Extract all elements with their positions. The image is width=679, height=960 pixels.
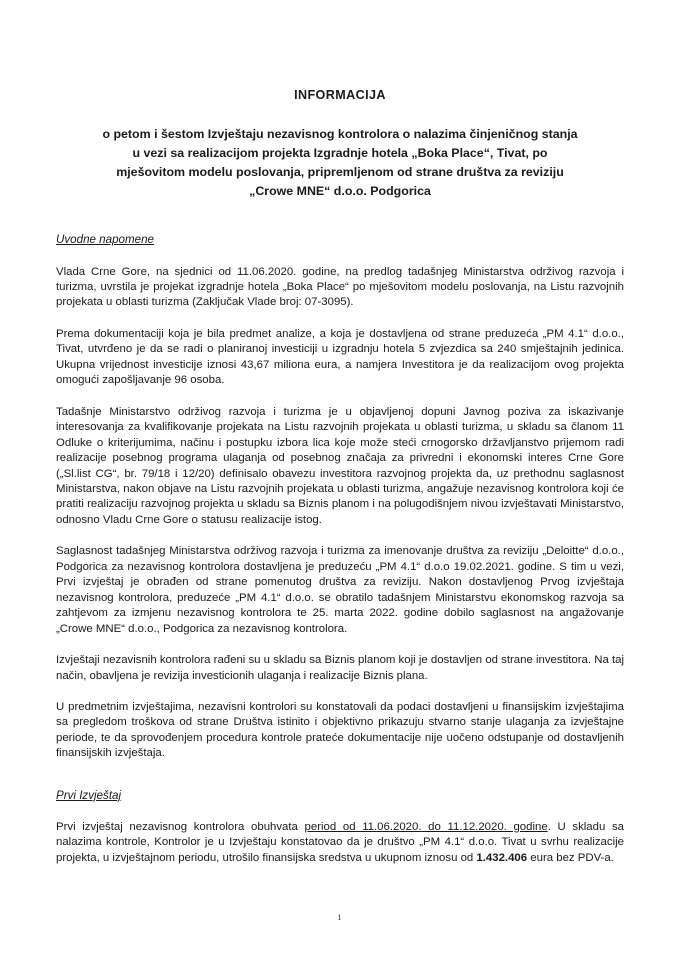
prvi-izvjestaj-period-underlined: period od 11.06.2020. do 11.12.2020. godine: [304, 820, 548, 833]
prvi-izvjestaj-text-segment-1: Prvi izvještaj nezavisnog kontrolora obuhvata: [56, 820, 305, 833]
paragraph-vlada-crne-gore: Vlada Crne Gore, na sjednici od 11.06.2020. godine, na predlog tadašnjeg Ministarstva održivog razvoja i turizma, uvrstila je projekat izgradnje hotela „Boka Place“ po mješovitom modelu poslovanja, na Listu razvojnih projekata u oblasti turizma (Zaključak Vlade broj: 07-3095).: [56, 265, 624, 309]
paragraph-tadasnje-ministarstvo: Tadašnje Ministarstvo održivog razvoja i turizma je u objavljenoj dopuni Javnog poziva za iskazivanje interesovanja za kvalifikovanje projekata na Listu razvojnih projekata u oblasti turizma, u skladu sa članom 11 Odluke o kriterijumima, načinu i postupku izbora lica koje može steći crnogorsko državljanstvo prijemom radi realizacije posebnog programa ulaganja od posebnog značaja za privredni i ekonomski interes Crne Gore („Sl.list CG“, br. 79/18 i 12/20) definisalo obavezu investitora razvojnog projekta da, uz prethodnu saglasnost Ministarstva, nakon objave na Listu razvojnih projekata u oblasti turizma, angažuje nezavisnog kontrolora koji će pratiti realizaciju razvojnog projekta u skladu sa Biznis planom i na polugodišnjem nivou izvještavati Ministarstvo, odnosno Vladu Crne Gore o statusu realizacije istog.: [56, 405, 624, 526]
subtitle-line-2: u vezi sa realizacijom projekta Izgradnje hotela „Boka Place“, Tivat, po: [132, 145, 548, 160]
prvi-izvjestaj-amount-bold: 1.432.406: [476, 851, 528, 864]
prvi-izvjestaj-text-segment-3: eura bez PDV-a.: [527, 851, 614, 864]
prvi-izvjestaj-text-segment-2: . U skladu sa nalazima kontrole, Kontrolor je u Izvještaju konstatovao da je društvo „PM 4.1“ d.o.o. Tivat u svrhu realizacije projekta, u izvještajnom periodu, utrošilo finansijska sredstva u ukupnom iznosu od: [56, 820, 624, 864]
document-subtitle: [56, 125, 624, 200]
paragraph-prvi-izvjestaj-nalazi: [56, 820, 624, 866]
section-heading-uvodne-napomene: Uvodne napomene: [56, 233, 154, 247]
paragraph-prema-dokumentaciji: Prema dokumentaciji koja je bila predmet analize, a koja je dostavljena od strane preduzeća „PM 4.1“ d.o.o., Tivat, utvrđeno je da se radi o planiranoj investiciji u izgradnju hotela 5 zvjezdica sa 240 smještajnih jedinica. Ukupna vrijednost investicije iznosi 43,67 miliona eura, a namjera Investitora je da realizacijom ovog projekta omogući zapošljavanje 96 osoba.: [56, 327, 624, 387]
section-heading-prvi-izvjestaj: Prvi Izvještaj: [56, 788, 122, 802]
paragraph-saglasnost-ministarstva: Saglasnost tadašnjeg Ministarstva održivog razvoja i turizma za imenovanje društva za reviziju „Deloitte“ d.o.o., Podgorica za nezavisnog kontrolora dostavljena je preduzeću „PM 4.1“ d.o.o 19.02.2021. godine. S tim u vezi, Prvi izvještaj je obrađen od strane pomenutog društva za reviziju. Nakon dostavljenog Prvog izvještaja nezavisnog kontrolora, preduzeće „PM 4.1“ d.o.o. se obratilo tadašnjem Ministarstvu ekonomskog razvoja sa zahtjevom za izmjenu nezavisnog kontrolora te 25. marta 2022. godine dobilo saglasnost na angažovanje „Crowe MNE“ d.o.o., Podgorica za nezavisnog kontrolora.: [56, 545, 624, 635]
paragraph-izvjestaji-biznis-plan: Izvještaji nezavisnih kontrolora rađeni su u skladu sa Biznis planom koji je dostavljen od strane investitora. Na taj način, obavljena je revizija investicionih ulaganja i realizacije Biznis plana.: [56, 654, 624, 682]
subtitle-line-1: o petom i šestom Izvještaju nezavisnog kontrolora o nalazima činjeničnog stanja: [102, 127, 578, 142]
subtitle-line-4: „Crowe MNE“ d.o.o. Podgorica: [249, 183, 431, 198]
page-title: INFORMACIJA: [294, 88, 386, 102]
subtitle-line-3: mješovitom modelu poslovanja, pripremljenom od strane društva za reviziju: [116, 164, 564, 179]
paragraph-predmetni-izvjestaji: U predmetnim izvještajima, nezavisni kontrolori su konstatovali da podaci dostavljeni u finansijskim izvještajima sa pregledom troškova od strane Društva istinito i objektivno prikazuju stvarno stanje ulaganja za izvještajne periode, te da sprovođenjem procedura kontrole prateće dokumentacije nije uočeno odstupanje od dostavljenih finansijskih izvještaja.: [56, 700, 624, 760]
page-number: 1: [337, 912, 342, 922]
document-content: [56, 88, 624, 866]
